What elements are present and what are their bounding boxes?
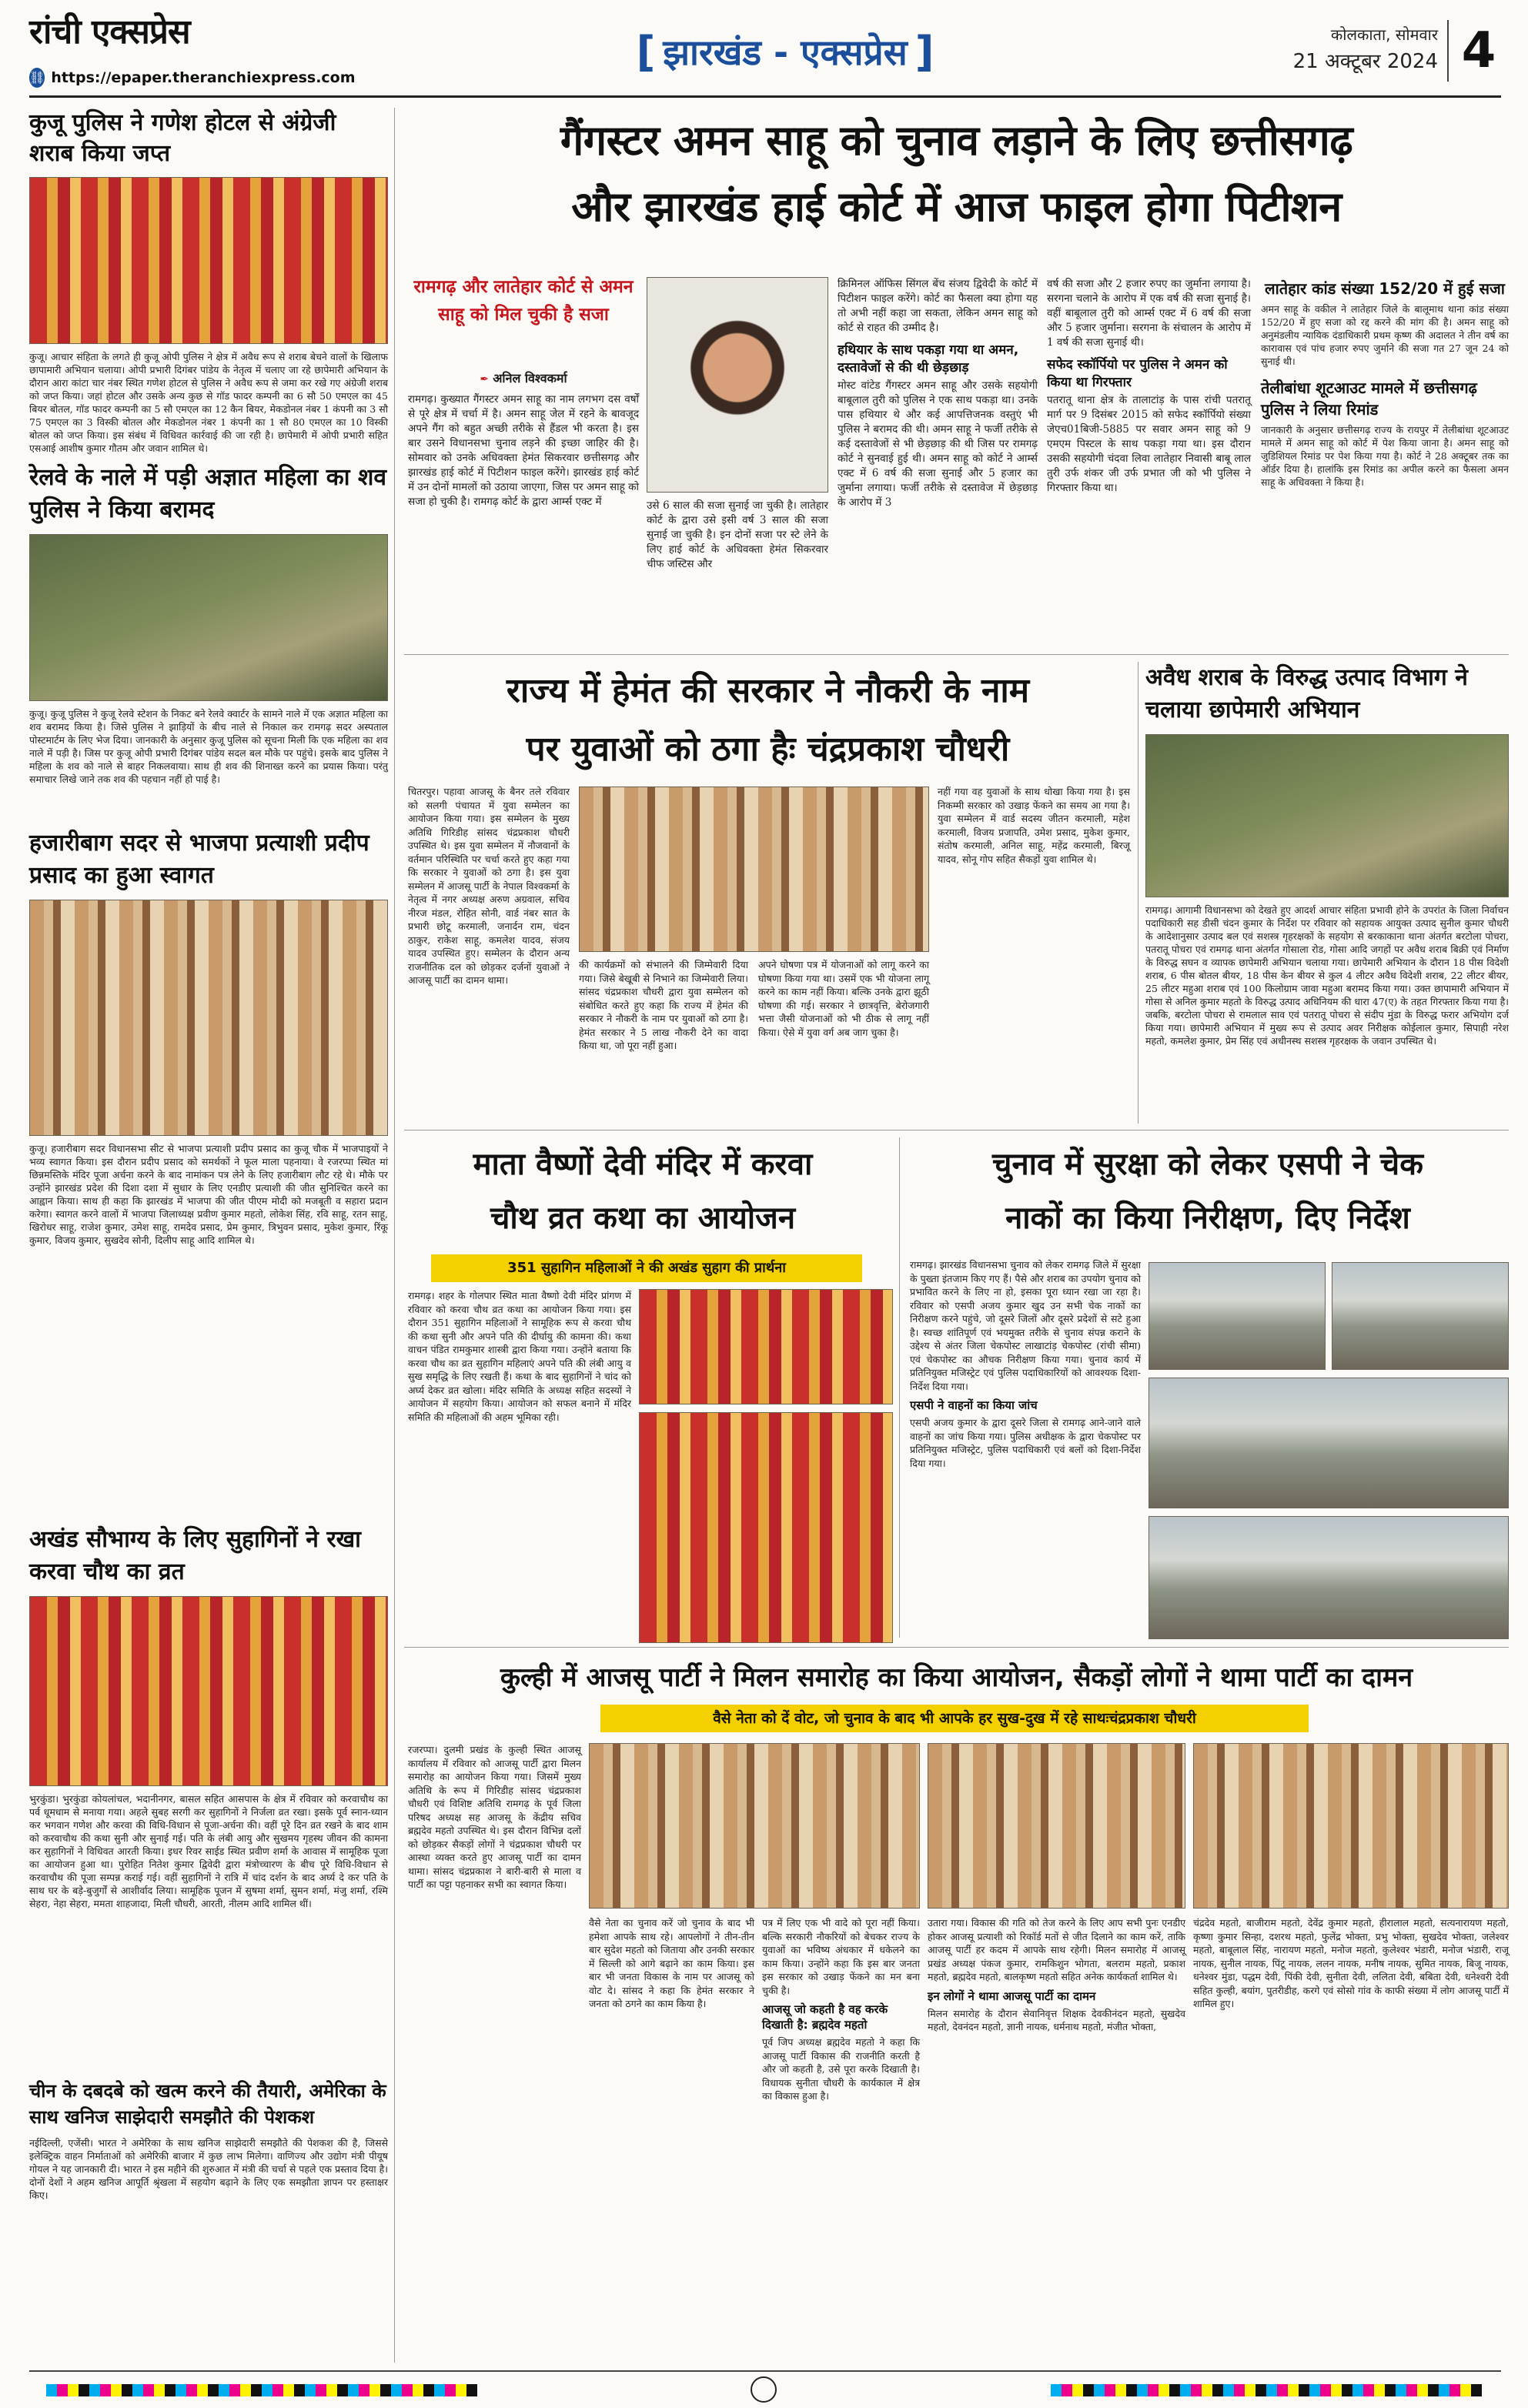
body: भुरकुंडा। भुरकुंडा कोयलांचल, भदानीनगर, बासल सहित आसपास के क्षेत्र में रविवार को करवाचौथ का पर्व धूमधाम से मनाया गया। अहले सुबह सरगी कर सुहागिनों ने निर्जला व्रत रखा। इसके पूर्व स्नान-ध्यान कर भगवान गणेश और करवा की विधि-विधान से पूजा-अर्चना की। वहीं पूरे दिन व्रत रखने के बाद शाम को करवाचौथ की कथा सुनी और सुनाई गई। पति के लंबी आयु और सुखमय गृहस्थ जीवन की कामना कर सुहागिनों ने विधिवत आरती किया। इधर रिवर साईड स्थित प्रवीण शर्मा के आवास में सामूहिक पूजा का आयोजन हुआ था। पुरोहित नितेश कुमार द्विवेदी द्वारा मंत्रोच्चारण के बीच पूरे विधि-विधान से करवाचौथ की पूजा सम्पन्न कराई गई। वहीं सुहागिनों ने रात्रि में चांद दर्शन के बाद अर्घ्य दे कर पति के साथ घर के बड़े-बुजुर्गों से आशीर्वाद लिया। सामूहिक पूजन में सुषमा शर्मा, सुमन शर्मा, मंजु शर्मा, रश्मि सेहरा, नेहा सेहरा, ममता शाहजादा, मिली चौधरी, आरती, नीलम आदि शामिल थीं। (29, 1793, 388, 1909)
sp-check-headline-line-1: चुनाव में सुरक्षा को लेकर एसपी ने चेक (992, 1147, 1423, 1182)
headline: अवैध शराब के विरुद्ध उत्पाद विभाग ने चलाया छापेमारी अभियान (1145, 664, 1468, 723)
col-4-subhead: सफेद स्कॉर्पियो पर पुलिस ने अमन को किया था गिरफ्तार (1047, 357, 1228, 390)
dateline-city-day: कोलकाता, सोमवार (1330, 25, 1438, 44)
photo-youth-meeting (579, 787, 929, 952)
dateline (1284, 23, 1438, 85)
sidebar-body-2: जानकारी के अनुसार छत्तीसगढ़ राज्य के रायपुर में तेलीबांधा शूटआउट मामले में अमन साहू को कोर्ट में पेश किया जाना है। अमन साहू को जुडिशियल रिमांड पर पेश किया गया है। कोर्ट ने 28 अक्टूबर तक का ऑर्डर दिया है। हालांकि इस रिमांड का अपील करने का फैसला अमन साहू के अधिवक्ता ने किया है। (1261, 424, 1509, 488)
lead-headline-line-2: और झारखंड हाई कोर्ट में आज फाइल होगा पिटीशन (571, 182, 1342, 231)
photo-raid-site (1145, 734, 1509, 897)
photo-karwa-gathering (639, 1289, 893, 1404)
body: रामगढ़। आगामी विधानसभा को देखते हुए आदर्श आचार संहिता प्रभावी होने के उपरांत के जिला निर्वाचन पदाधिकारी सह डीसी चंदन कुमार के निर्देश पर रविवार को सहायक आयुक्त उत्पाद सुनील कुमार चौधरी के आदेशानुसार उत्पाद बल एवं सशस्त्र गृहरक्षकों के सहयोग से बरकाकाना थाना अंतर्गत बरटोला पोचरा, पतरातू पोचरा एवं रामगढ़ थाना अंतर्गत गोसाला रोड, गोसा आदि जगहों पर अवैध शराब बिक्री एवं निर्माण के विरुद्ध सघन व व्यापक छापेमारी अभियान चलाया गया। छापेमारी अभियान के दौरान 18 पीस विदेशी शराब, 6 पीस बोतल बीयर, 18 पीस केन बीयर से कुल 4 लीटर अवैध विदेशी शराब, 22 लीटर बीयर, 25 लीटर महुआ शराब एवं 100 किलोग्राम जावा महुआ बरामद किया गया। उक्त छापामारी अभियान में गोसा से अनिल कुमार महतो के विरुद्ध उत्पाद अधिनियम की धारा 47(ए) के तहत गिरफ्तार किया गया है। जबकि, बरटोला पोचरा से रामलाल साव एवं पतरातू पोचरा से संदीप मुंडा के विरुद्ध फरार अभियोग दर्ज किया गया। छापेमारी अभियान में मुख्य रूप से उत्पाद अवर निरीक्षक कोईलाल कुमार, सिपाही नरेश महतो, कमलेश कुमार, प्रेम सिंह एवं अधीनस्थ सशस्त्र गृहरक्षक के जवान उपस्थित थे। (1145, 904, 1509, 1047)
col-4-text-b: पतरातू थाना क्षेत्र के तालाटांड़ के पास रांची पतरातू मार्ग पर 9 दिसंबर 2015 को सफेद स्कॉर्पियो संख्या जेएच01बिजी-5885 पर सवार अमन साहू को 9 एमएम पिस्टल के साथ पकड़ा गया था। इस दौरान उसकी सहयोगी चंदवा लिवा लातेहार निवासी बाबू लाल तुरी उर्फ शंकर जी उर्फ प्रभात जी को भी पुलिस ने गिरफ्तार किया था। (1047, 394, 1251, 494)
headline: अखंड सौभाग्य के लिए सुहागिनों ने रखा करवा चौथ का व्रत (29, 1526, 361, 1585)
kulhi-col-3-text: पत्र में लिए एक भी वादे को पूरा नहीं किया। बल्कि सरकारी नौकरियों को बेचकर राज्य के युवाओं का भविष्य अंधकार में धकेलने का काम किया। उन्होंने कहा कि इस बार जनता इस सरकार को उखाड़ फेंकने का मन बना चुकी है। (762, 1917, 920, 1996)
photo-drain-site (29, 534, 388, 701)
page-number: 4 (1447, 20, 1509, 82)
middle-rule (404, 1130, 1509, 1131)
dateline-date: 21 अक्टूबर 2024 (1292, 50, 1438, 73)
headline: चीन के दबदबे को खत्म करने की तैयारी, अमेरिका के साथ खनिज साझेदारी समझौते की पेशकश (29, 2080, 386, 2128)
kulhi-col-3 (762, 1916, 920, 2351)
sidebar-head-1: लातेहार कांड संख्या 152/20 में हुई सजा (1265, 279, 1505, 298)
sp-check-headline-line-2: नाकों का किया निरीक्षण, दिए निर्देश (1005, 1201, 1410, 1236)
kulhi-col-3-text-b: पूर्व जिप अध्यक्ष ब्रह्मदेव महतो ने कहा कि आजसू पार्टी विकास की राजनीति करती है और जो कहती है, उसे पूरा करके दिखाती है। विधायक सुनीता चौधरी के कार्यकाल में क्षेत्र का विकास हुआ है। (762, 2036, 920, 2102)
registration-mark-icon (751, 2376, 777, 2403)
left-column-divider (394, 108, 395, 2363)
vaishno-strap: 351 सुहागिन महिलाओं ने की अखंड सुहाग की प्रार्थना (431, 1254, 862, 1282)
section-bracket-right: ] (914, 27, 935, 76)
col-3-text-a: क्रिमिनल ऑफिस सिंगल बेंच संजय द्विवेदी के कोर्ट में पिटीशन फाइल करेंगे। कोर्ट का फैसला क्या होगा यह तो अभी नहीं कहा जा सकता, लेकिन अमन साहू को कोर्ट से राहत की उम्मीद है। (838, 278, 1038, 334)
kulhi-col-4-subhead: इन लोगों ने थामा आजसू पार्टी का दामन (928, 1989, 1096, 2003)
hemant-col-2: की कार्यक्रमों को संभालने की जिम्मेवारी दिया गया। जिसे बेखूबी से निभाने का जिम्मेवारी लिया। सांसद चंद्रप्रकाश चौधरी द्वारा युवा सम्मेलन को संबोधित करते हुए कहा कि राज्य में हेमंत की सरकार ने नौकरी के नाम पर युवाओं को ठगा है। हेमंत सरकार ने 5 लाख नौकरी देने का वादा किया था, जो पूरा नहीं हुआ। (579, 959, 748, 1051)
hemant-headline-line-2: पर युवाओं को ठगा हैः चंद्रप्रकाश चौधरी (526, 730, 1010, 769)
body: कुजू। आचार संहिता के लगते ही कुजू ओपी पुलिस ने क्षेत्र में अवैध रूप से शराब बेचने वालों के खिलाफ छापामारी अभियान चलाया। ओपी प्रभारी दिगंबर पांडेय के नेतृत्व में चलाए जा रहे छापेमारी अभियान के दौरान आरा कांटा चार नंबर स्थित गणेश होटल से पुलिस ने अवैध रूप से जमा कर रखे गए अंग्रेजी शराब को जप्त किया। जहां होटल और उसके अन्य कुछ से गॉड फादर कम्पनी का 6 सौ 50 एमएल का 45 बियर बोतल, गॉड फादर कम्पनी का 5 सौ एमएल का 12 कैन बियर, मेकडोनल नंबर 1 कंपनी का 3 सौ 75 एमएल का 3 विस्की बोतल और मेकडोनल नंबर 1 कंपनी का 1 सौ 80 एमएल का 10 विस्की बोतल को जप्त किया। इस संबंध में विधिवत कार्रवाई की जा रही है। छापेमारी में ओपी प्रभारी सहित एसआई आशीष कुमार गौतम और जवान शामिल थे। (29, 351, 388, 454)
lead-body-col-3 (838, 277, 1038, 646)
masthead-url-bar (29, 65, 356, 91)
article-excise-raid (1145, 662, 1509, 1124)
lead-sidebar-right (1261, 273, 1509, 646)
brand-logo: रांची एक्सप्रेस (29, 12, 190, 52)
vaishno-body: रामगढ़। शहर के गोलपार स्थित माता वैष्णो देवी मंदिर प्रांगण में रविवार को करवा चौथ व्रत कथा का आयोजन किया गया। इस दौरान 351 सुहागिन महिलाओं ने सामूहिक रूप से करवा चौथ की कथा सुनी और अपने पति की दीर्घायु की कामना की। कथा वाचन पंडित रामकुमार शास्त्री द्वारा किया गया। उन्होंने बताया कि करवा चौथ का व्रत सुहागिन महिलाएं अपने पति की लंबी आयु व सुख समृद्धि के लिए रखती हैं। कथा के बाद सुहागिनों ने चांद को अर्घ्य देकर व्रत खोला। मंदिर समिति के अध्यक्ष सहित सदस्यों ने आयोजन में सहयोग किया। आयोजन को सफल बनाने में मंदिर समिति की महिलाओं की अहम भूमिका रही। (408, 1290, 631, 1423)
hemant-col-4: नहीं गया वह युवाओं के साथ धोखा किया गया है। इस निकम्मी सरकार को उखाड़ फेंकने का समय आ गया है। युवा सम्मेलन में वार्ड सदस्य जीतन करमाली, महेश करमाली, विजय प्रजापति, उमेश प्रसाद, मुकेश कुमार, संतोष करमाली, अनिल साहू, महेंद्र करमाली, बिरजू यादव, सोनू गोप सहित सैकड़ों युवा शामिल थे। (938, 786, 1130, 865)
section-bracket-left: [ (636, 27, 656, 76)
lead-side-head: रामगढ़ और लातेहार कोर्ट से अमन साहू को मिल चुकी है सजा (413, 277, 634, 325)
article-china-minerals (29, 2078, 388, 2355)
kulhi-col-2: वैसे नेता का चुनाव करें जो चुनाव के बाद भी हमेशा आपके साथ रहे। आपलोगों ने तीन-तीन बार सुदेश महतो को जिताया और उनकी सरकार में सिल्ली को आगे बढ़ाने का काम किया। इस बार भी जनता विकास के नाम पर आजसू को वोट दे। सांसद ने कहा कि हेमंत सरकार ने जनता को ठगने का काम किया है। (589, 1917, 754, 2009)
sidebar-body-1: अमन साहू के वकील ने लातेहार जिले के बालूमाथ थाना कांड संख्या 152/20 में हुए सजा को रद्द करने की मांग की है। अमन साहू को अनुमंडलीय न्यायिक दंडाधिकारी प्रथम कृष्ण की अदालत ने तीन वर्ष का कारावास एवं पांच हजार रुपए जुर्माने की सजा गत 27 जून 24 को सुनाई थी। (1261, 303, 1509, 367)
kulhi-headline: कुल्ही में आजसू पार्टी ने मिलन समारोह का किया आयोजन, सैकड़ों लोगों ने थामा पार्टी का दामन (500, 1662, 1413, 1693)
lead-body-col-1: रामगढ़। कुख्यात गैंगस्टर अमन साहू का नाम लगभग दस वर्षों से पूरे क्षेत्र में चर्चा में है। अमन साहू जेल में रहने के बावजूद अपने गैंग को बहुत अच्छी तरीके से हैंडल भी करता है। इस बार उसने विधानसभा चुनाव लड़ने की इच्छा जाहिर की है। सोमवार को उनके अधिवक्ता हेमंत सिकरवार छत्तीसगढ़ और झारखंड हाई कोर्ट में पिटीशन फाइल करेंगे। झारखंड हाई कोर्ट में उन दोनों मामलों को उठाया जाएगा, जिस पर अमन साहू को सजा हो चुकी है। रामगढ़ कोर्ट के द्वारा आर्म्स एक्ट में (408, 393, 639, 508)
kulhi-strap: वैसे नेता को दें वोट, जो चुनाव के बाद भी आपके हर सुख-दुख में रहे साथःचंद्रप्रकाश चौधरी (600, 1705, 1309, 1732)
kulhi-col-1: रजरप्पा। दुलमी प्रखंड के कुल्ही स्थित आजसू कार्यालय में रविवार को आजसू पार्टी द्वारा मिलन समारोह का आयोजन किया गया। जिसमें मुख्य अतिथि के रूप में गिरिडीह सांसद चंद्रप्रकाश चौधरी एवं विशिष्ट अतिथि रामगढ़ के पूर्व जिला परिषद अध्यक्ष सह आजसू के केंद्रीय सचिव ब्रह्मदेव महतो उपस्थित थे। इस दौरान विभिन्न दलों को छोड़कर सैकड़ों लोगों ने चंद्रप्रकाश चौधरी पर आस्था व्यक्त करते हुए आजसू पार्टी का दामन थामा। सांसद चंद्रप्रकाश ने बारी-बारी से माला व पार्टी का पट्टा पहनाकर सभी का स्वागत किया। (408, 1744, 581, 1890)
headline: हजारीबाग सदर से भाजपा प्रत्याशी प्रदीप प्रसाद का हुआ स्वागत (29, 830, 369, 889)
vaishno-headline-line-1: माता वैष्णों देवी मंदिर में करवा (473, 1147, 813, 1182)
sidebar-head-2: तेलीबांधा शूटआउट मामले में छत्तीसगढ़ पुलिस ने लिया रिमांड (1261, 379, 1477, 419)
photo-temple-women (639, 1412, 893, 1643)
vaishno-headline-line-2: चौथ व्रत कथा का आयोजन (490, 1201, 796, 1236)
lead-body-col-4 (1047, 277, 1251, 646)
kulhi-top-rule (404, 1647, 1509, 1648)
photo-kulhi-meeting (589, 1743, 920, 1909)
sp-check-body-2: एसपी अजय कुमार के द्वारा दूसरे जिला से रामगढ़ आने-जाने वाले वाहनों का जांच किया गया। पुलिस अधीक्षक के द्वारा चेकपोस्ट पर प्रतिनियुक्त मजिस्ट्रेट, पुलिस पदाधिकारी एवं बलों को दिशा-निर्देश दिया गया। (910, 1417, 1141, 1469)
epaper-url[interactable]: https://epaper.theranchiexpress.com (51, 69, 356, 86)
byline-name: अनिल विश्वकर्मा (493, 371, 567, 386)
article-railway-body (29, 462, 388, 820)
photo-checkpost-3 (1149, 1378, 1509, 1508)
photo-kulhi-joiners (1193, 1743, 1509, 1909)
pen-icon: ✒ (480, 373, 490, 386)
color-bar-left (46, 2384, 477, 2396)
lead-bottom-rule (404, 654, 1509, 655)
lead-headline-line-1: गैंगस्टर अमन साहू को चुनाव लड़ाने के लिए छत्तीसगढ़ (560, 116, 1353, 165)
article-bjp-welcome (29, 827, 388, 1543)
section-title: झारखंड - एक्सप्रेस (663, 32, 908, 73)
hemant-col-1: चितरपुर। पहावा आजसू के बैनर तले रविवार को सलगी पंचायत में युवा सम्मेलन का आयोजन किया गया। इस सम्मेलन के मुख्य अतिथि गिरिडीह सांसद चंद्रप्रकाश चौधरी उपस्थित थे। इस युवा सम्मेलन में नौजवानों के वर्तमान परिस्थिति पर चर्चा करते हुए कहा गया कि सरकार ने युवाओं को ठगा है। इस युवा सम्मेलन में आजसू पार्टी के नेपाल विश्वकर्मा के नेतृत्व में नगर अध्यक्ष अरुण अग्रवाल, सचिव नीरज मंडल, रोहित सोनी, वार्ड नंबर सात के प्रभारी छोटू करमाली, जनार्दन राम, चंदन ठाकुर, राकेश साहू, कमलेश यादव, संजय यादव उपस्थित हुए। सम्मेलन के दौरान अन्य राजनीतिक दल को छोड़कर दर्जनों युवाओं ने आजसू पार्टी का दामन थामा। (408, 786, 570, 986)
color-bar-right (1051, 2384, 1482, 2396)
sp-check-subhead: एसपी ने वाहनों का किया जांच (910, 1398, 1038, 1412)
col-3-subhead: हथियार के साथ पकड़ा गया था अमन, दस्तावेजों से की थी छेड़छाड़ (838, 342, 1019, 376)
masthead-rule (29, 95, 1501, 98)
photo-checkpost-2 (1332, 1262, 1509, 1370)
photo-checkpost-1 (1149, 1262, 1326, 1370)
hemant-headline-line-1: राज्य में हेमंत की सरकार ने नौकरी के नाम (506, 671, 1030, 710)
article-karwa-chauth-bhurkunda (29, 1524, 388, 1986)
lead-headline (404, 108, 1509, 285)
col-3-text-b: मोस्ट वांटेड गैंगस्टर अमन साहू और उसके सहयोगी बाबूलाल तुरी को पुलिस ने एक साथ पकड़ा था। उनके पास हथियार थे और कई आपत्तिजनक वस्तुएं भी पुलिस ने बरामद की थी। अमन साहू ने फर्जी तरीके से कई दस्तावेजों से भी छेड़छाड़ की थी जिस पर रामगढ़ कोर्ट ने सुनवाई हुई थी। अमन साहू को कोर्ट ने आर्म्स एक्ट में 6 वर्ष की सजा सुनाई और 5 हजार का जुर्माना लगाया। फर्जी तरीके से दस्तावेज में छेड़छाड़ के आरोप में 3 (838, 379, 1038, 509)
body: कुजू। कुजू पुलिस ने कुजू रेलवे स्टेशन के निकट बने रेलवे क्वार्टर के सामने नाले में एक अज्ञात महिला का शव बरामद किया है। जिसे पुलिस ने झाड़ियों के बीच नाले से निकाल कर रामगढ़ सदर अस्पताल पोस्टमार्टम के लिए भेज दिया। जानकारी के अनुसार कुजू पुलिस को सूचना मिली कि एक महिला का शव नाले में पड़ी है। जिस पर कुजू ओपी प्रभारी दिगंबर पांडेय सदल बल मौके पर पहुंचे। इसके बाद पुलिस ने महिला के शव को नाले से बाहर निकलवाया। साथ ही शव की शिनाख्त करने का प्रयास किया। परंतु समाचार लिखे जाने तक शव की पहचान नहीं हो पाई है। (29, 708, 388, 785)
body: कुजू। हजारीबाग सदर विधानसभा सीट से भाजपा प्रत्याशी प्रदीप प्रसाद का कुजू चौक में भाजपाइयों ने भव्य स्वागत किया। इस दौरान प्रदीप प्रसाद को समर्थकों ने फूल माला पहनाया। वे रजरप्पा स्थित मां छिन्नमस्तिके मंदिर पूजा अर्चना करने के बाद नामांकन पत्र लेने के लिए हजारीबाग लौट रहे थे। मौके पर उन्होंने झारखंड प्रदेश की दिशा दशा में सुधार के लिए एनडीए प्रत्याशी की जीत सुनिश्चित करने का आह्वान किया। साथ ही कहा कि झारखंड में भाजपा की जीत पीएम मोदी को मजबूती व सहारा प्रदान करेगा। स्वागत करने वालों में भाजपा जिलाध्यक्ष प्रवीण कुमार महतो, लोकेश सिंह, रवि साहू, रतन साहू, खिरोधर साहू, राजेश कुमार, उमेश साहू, रामदेव प्रसाद, प्रेम कुमार, त्रिभुवन प्रसाद, मुकेश कुमार, रिंकू कुमार, विजय कुमार, सुखदेव सोनी, दिलीप साहू आदि शामिल थे। (29, 1143, 388, 1246)
vaishno-headline (404, 1137, 881, 1253)
col-4-text-a: वर्ष की सजा और 2 हजार रुपए का जुर्माना लगाया है। सरगना चलाने के आरोप में एक वर्ष की सजा सुनाई है। वहीं बाबूलाल तुरी को आर्म्स एक्ट में 6 वर्ष की सजा और 5 हजार जुर्माना। सरगना के संचालन के आरोप में 1 वर्ष की सजा सुनाई थी। (1047, 278, 1251, 349)
link-icon: ⛓ (29, 68, 45, 88)
sp-check-text (910, 1258, 1141, 1643)
kulhi-col-5: चंद्रदेव महतो, बाजीराम महतो, देवेंद्र कुमार महतो, हीरालाल महतो, सत्यनारायण महतो, कृष्णा कुमार सिन्हा, दशरथ महतो, फुलेंद्र भोक्ता, प्रभु भोक्ता, सुखदेव भोक्ता, जलेश्वर महतो, बाबूलाल सिंह, नारायण महतो, मनोज महतो, कुलेश्वर भंडारी, मनोज भंडारी, राजू नायक, सुनील नायक, पिंटू नायक, ललन नायक, मनीष नायक, सुमित नायक, बिजू नायक, धनेश्वर मुंडा, पद्धम देवी, पिंकी देवी, सुनीता देवी, ललिता देवी, बबिता देवी, धनेश्वरी देवी सहित कुल्ही, बयांग, पुतरीडीह, करगे एवं सोसो गांव के काफी संख्या में लोग आजसू पार्टी में शामिल हुए। (1193, 1917, 1509, 2009)
photo-kulhi-stage (928, 1743, 1185, 1909)
sp-check-body: रामगढ़। झारखंड विधानसभा चुनाव को लेकर रामगढ़ जिले में सुरक्षा के पुख्ता इंतजाम किए गए हैं। पैसे और शराब का उपयोग चुनाव को प्रभावित करने के लिए ना हो, इसका पूरा ध्यान रखा जा रहा है। रविवार को एसपी अजय कुमार खुद उन सभी चेक नाकों का निरीक्षण करने पहुंचे, जो दूसरे जिलों और दूसरे प्रदेशों से सटे हुआ है। स्वच्छ शांतिपूर्ण एवं भयमुक्त तरीके से चुनाव संपन्न कराने के उद्देश्य से अंतर जिला चेकपोस्ट लाखाटांड़ चेकपोस्ट (रांची सीमा) एवं चेकपोस्ट का औचक निरीक्षण किया गया। चुनाव कार्य में प्रतिनियुक्त मजिस्ट्रेट एवं पुलिस पदाधिकारियों को आवश्यक दिशा-निर्देश दिया गया। (910, 1259, 1141, 1392)
kulhi-col-4-text-b: मिलन समारोह के दौरान सेवानिवृत्त शिक्षक देवकीनंदन महतो, सुखदेव महतो, देवनंदन महतो, ज्ञानी नायक, धर्मनाथ महतो, मंजीत भोक्ता, (928, 2007, 1185, 2032)
kulhi-col-4 (928, 1916, 1185, 2351)
photo-karwa-women (29, 1596, 388, 1786)
masthead-brand (29, 9, 353, 58)
lead-body-col-2: उसे 6 साल की सजा सुनाई जा चुकी है। लातेहार कोर्ट के द्वारा उसे इसी वर्ष 3 साल की सजा सुनाई जा चुकी है। इन दोनों सजा पर स्टे लेने के लिए हाई कोर्ट के अधिवक्ता हेमंत सिकरवार चीफ जस्टिस और (647, 499, 828, 570)
photo-aman-sahu (647, 277, 828, 493)
photo-welcome-crowd (29, 900, 388, 1136)
photo-seized-liquor (29, 177, 388, 344)
section-banner (600, 22, 970, 82)
lead-byline (408, 369, 639, 389)
hemant-headline (404, 662, 1132, 785)
body: नईदिल्ली, एजेंसी। भारत ने अमेरिका के साथ खनिज साझेदारी समझौते की पेशकश की है, जिससे इलेक्ट्रिक वाहन निर्माताओं को अमेरिकी बाजार में कुछ लाभ मिलेगा। वाणिज्य और उद्योग मंत्री पीयूष गोयल ने यह जानकारी दी। भारत ने इस महीने की शुरुआत में मंत्री की चर्चा से पहले एक प्रस्ताव दिया है। दोनों देशों ने अहम खनिज आपूर्ति श्रृंखला में सहयोग बढ़ाने के लिए एक समझौता ज्ञापन पर हस्ताक्षर किए। (29, 2137, 388, 2201)
article-kuju-liquor (29, 108, 388, 454)
footer-rule (29, 2370, 1501, 2372)
headline: रेलवे के नाले में पड़ी अज्ञात महिला का शव पुलिस ने किया बरामद (29, 464, 387, 523)
sp-check-headline (907, 1137, 1509, 1253)
hemant-col-3: अपने घोषणा पत्र में योजनाओं को लागू करने का घोषणा किया गया था। उसमें एक भी योजना लागू करने का काम नहीं किया। बल्कि उनके द्वारा झूठी घोषणा की गई। सरकार ने छात्रवृत्ति, बेरोजगारी भत्ता जैसी योजनाओं को भी ठीक से लागू नहीं किया। ऐसे में युवा वर्ग अब जाग चुका है। (758, 959, 929, 1038)
photo-checkpost-4 (1149, 1516, 1509, 1639)
kulhi-col-4-text: उतारा गया। विकास की गति को तेज करने के लिए आप सभी पुनः एनडीए होकर आजसू प्रत्याशी को रिकॉर्ड मतों से जीत दिलाने का काम करें, ताकि आजसू पार्टी हर कदम में आपके साथ रहेगी। मिलन समारोह में आजसू प्रखंड अध्यक्ष पंकज कुमार, रामकिशुन भोगता, बलराम महतो, प्रकाश महतो, ब्रह्मदेव महतो, बालकृष्ण महतो सहित अनेक कार्यकर्ता शामिल थे। (928, 1917, 1185, 1982)
headline: कुजू पुलिस ने गणेश होटल से अंग्रेजी शराब किया जप्त (29, 109, 336, 167)
kulhi-col-3-subhead: आजसू जो कहती है वह करके दिखाती है: ब्रह्मदेव महतो (762, 2002, 888, 2032)
vaishno-right-divider (899, 1137, 900, 1638)
